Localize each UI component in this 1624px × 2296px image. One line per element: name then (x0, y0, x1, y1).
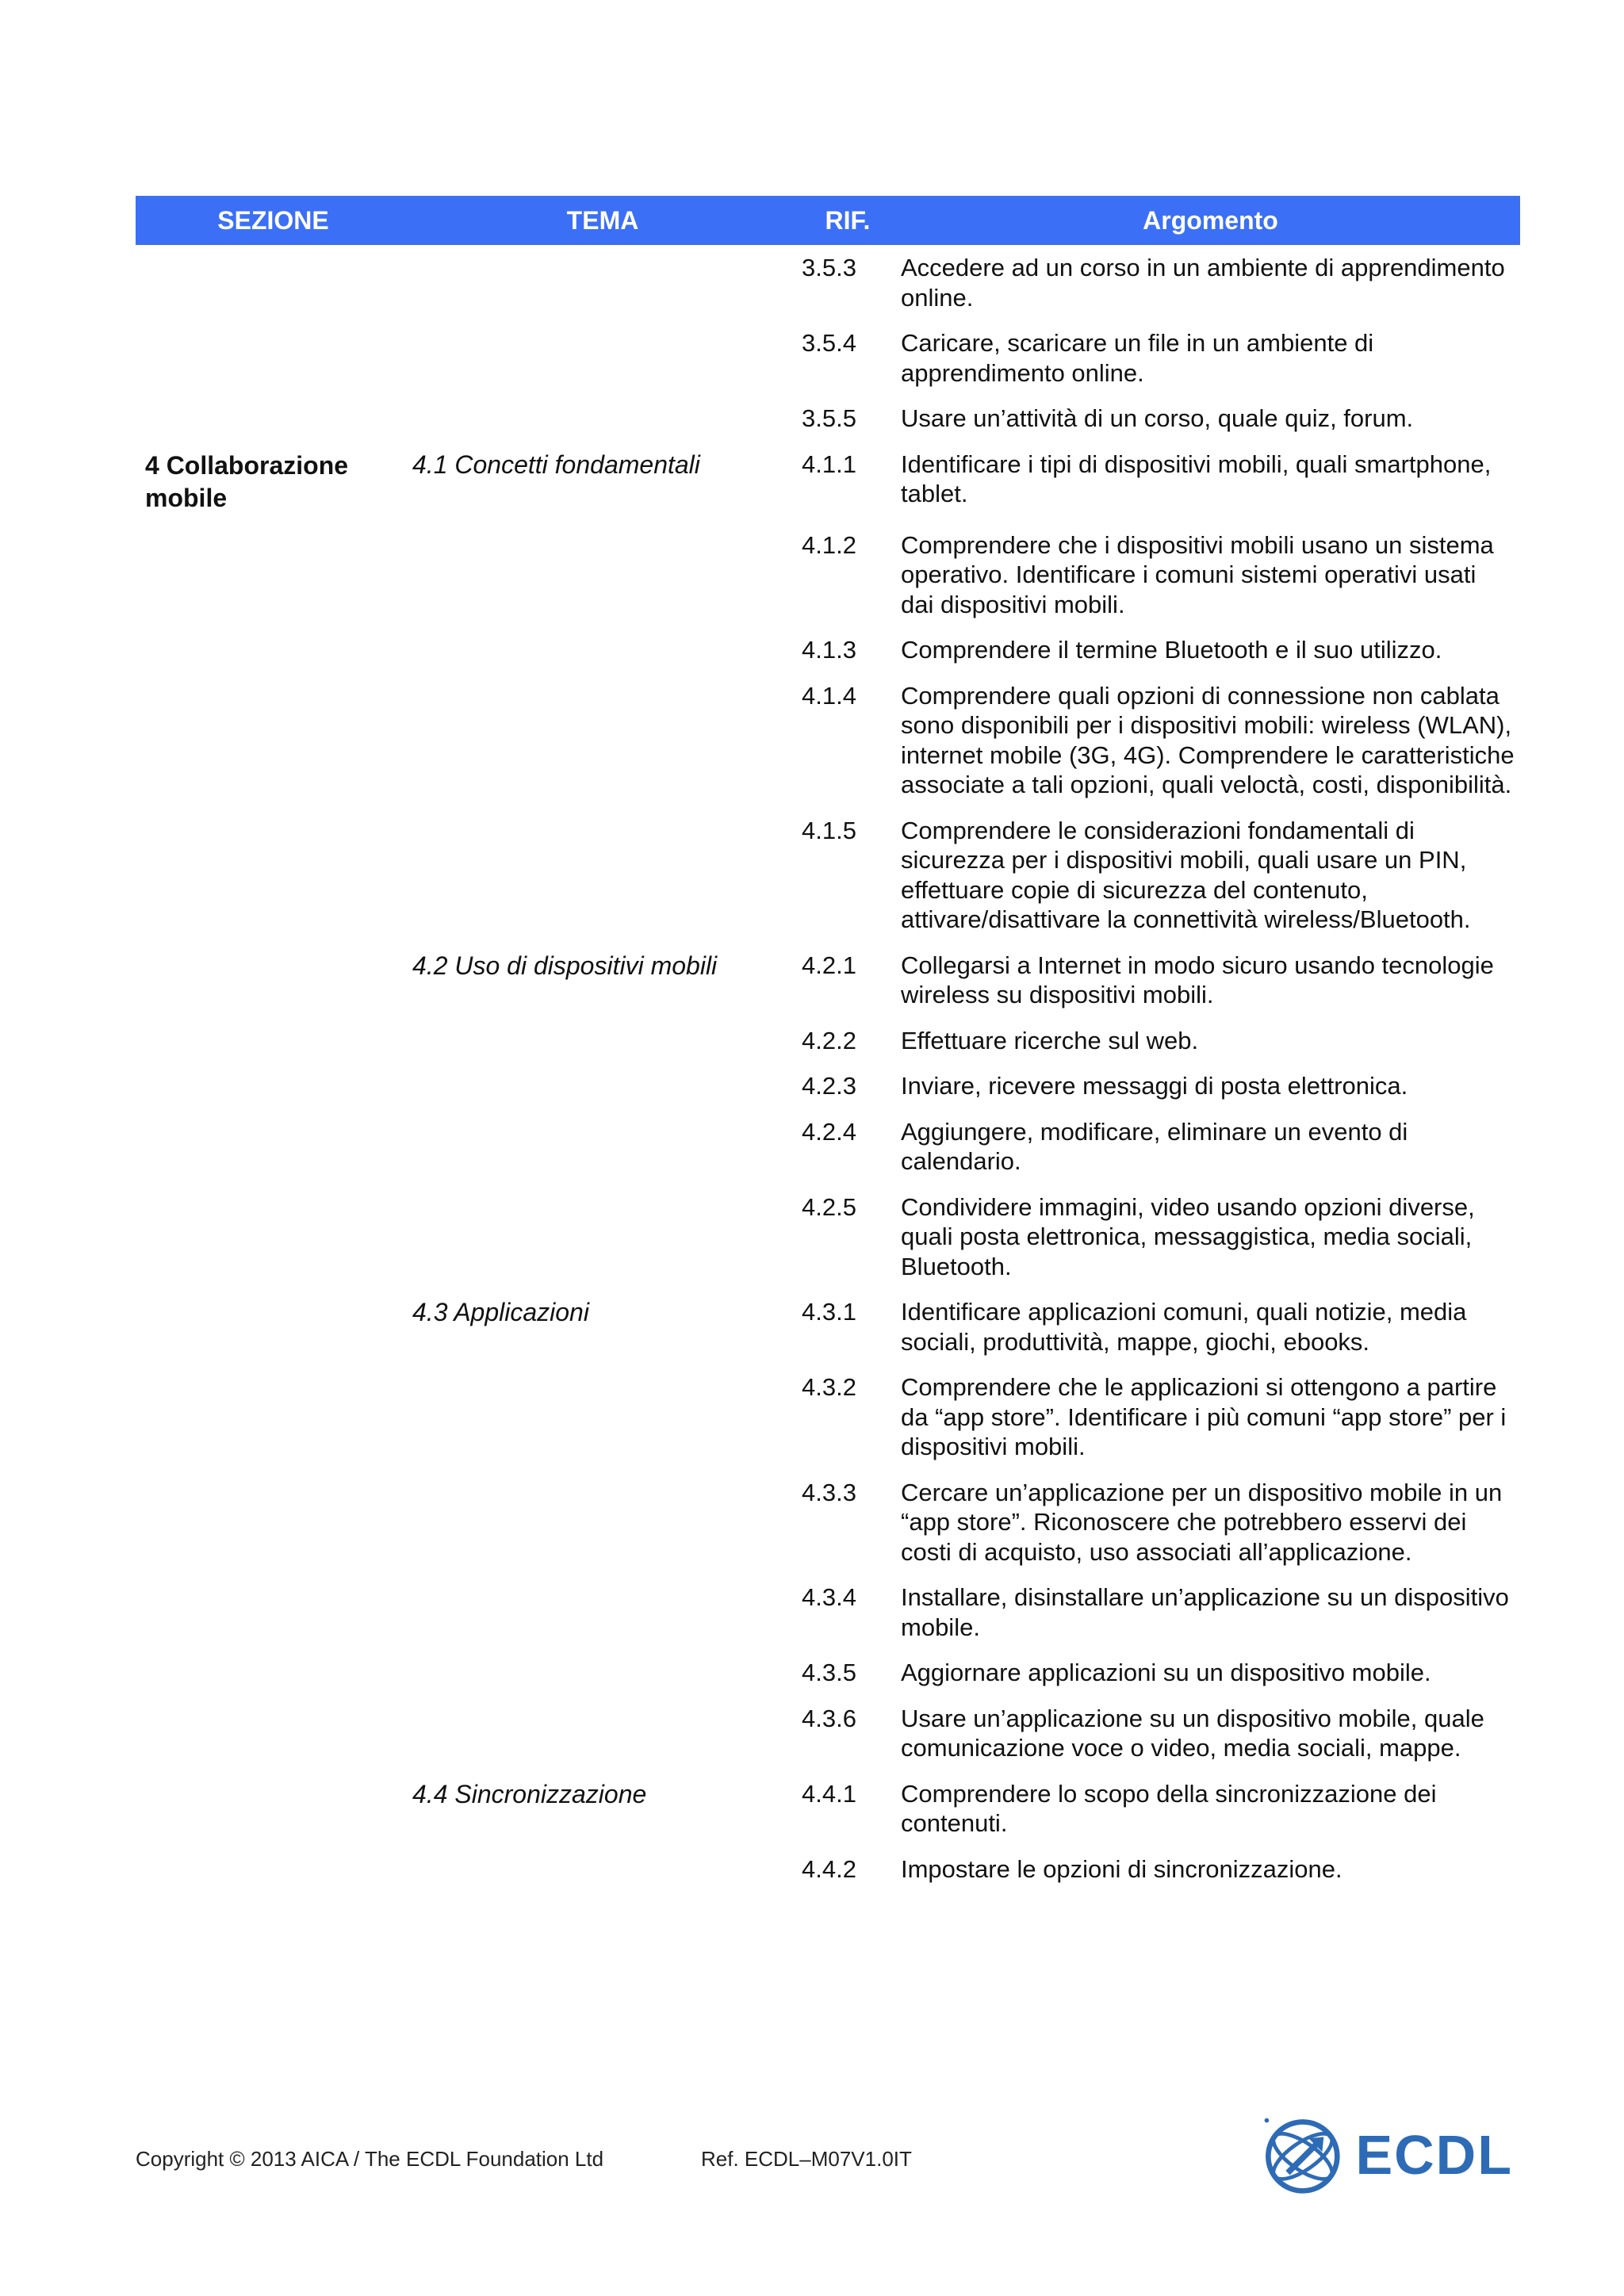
copyright-text: Copyright © 2013 AICA / The ECDL Foundation Ltd (136, 2147, 604, 2171)
cell-tema (411, 1688, 795, 1763)
syllabus-table (136, 196, 1520, 1884)
cell-argomento: Identificare applicazioni comuni, quali notizie, media sociali, produttività, mappe, giochi, ebooks. (901, 1298, 1467, 1356)
cell-argomento: Accedere ad un corso in un ambiente di apprendimento online. (901, 254, 1505, 312)
cell-sezione (136, 1839, 411, 1885)
cell-tema (411, 800, 795, 935)
table-row (136, 1462, 1520, 1567)
cell-tema (411, 1101, 795, 1177)
table-row (136, 800, 1520, 935)
cell-argomento: Aggiornare applicazioni su un dispositivo mobile. (901, 1659, 1431, 1686)
table-row (136, 619, 1520, 665)
cell-rif: 4.2.2 (802, 1026, 856, 1054)
table-row (136, 312, 1520, 388)
table-body (136, 245, 1520, 1884)
cell-tema: 4.1 Concetti fondamentali (412, 450, 700, 479)
cell-tema (411, 245, 795, 312)
cell-tema (411, 1357, 795, 1462)
cell-tema (411, 1567, 795, 1642)
cell-tema (411, 1055, 795, 1101)
cell-rif: 4.3.1 (802, 1298, 856, 1326)
table-row (136, 1357, 1520, 1462)
table-row (136, 1010, 1520, 1056)
cell-sezione (136, 245, 411, 312)
cell-sezione (136, 515, 411, 620)
cell-rif: 4.2.1 (802, 951, 856, 979)
ecdl-logo (1259, 2107, 1513, 2202)
table-row (136, 388, 1520, 434)
cell-sezione (136, 1177, 411, 1282)
cell-rif: 4.1.3 (802, 636, 856, 664)
cell-argomento: Comprendere che i dispositivi mobili usano un sistema operativo. Identificare i comuni sistemi operativi usati dai dispositivi mobili. (901, 530, 1494, 618)
cell-argomento: Comprendere lo scopo della sincronizzazione dei contenuti. (901, 1779, 1437, 1837)
cell-argomento: Effettuare ricerche sul web. (901, 1026, 1199, 1054)
cell-rif: 4.1.5 (802, 816, 856, 844)
cell-rif: 4.1.1 (802, 450, 856, 478)
cell-sezione (136, 388, 411, 434)
table-row (136, 1642, 1520, 1688)
cell-argomento: Aggiungere, modificare, eliminare un evento di calendario. (901, 1117, 1408, 1175)
cell-argomento: Identificare i tipi di dispositivi mobili, quali smartphone, tablet. (901, 450, 1492, 507)
cell-sezione (136, 800, 411, 935)
table-row (136, 1688, 1520, 1763)
cell-sezione (136, 1101, 411, 1177)
header-tema: TEMA (411, 196, 795, 245)
cell-sezione (136, 1462, 411, 1567)
cell-rif: 4.3.6 (802, 1704, 856, 1732)
cell-rif: 4.3.5 (802, 1659, 856, 1686)
cell-rif: 4.2.3 (802, 1072, 856, 1100)
cell-argomento: Comprendere le considerazioni fondamentali di sicurezza per i dispositivi mobili, quali usare un PIN, effettuare copie di sicurezza del contenuto, attivare/disattivare la connettività wireless/Bluetooth. (901, 816, 1471, 933)
cell-sezione (136, 312, 411, 388)
cell-sezione (136, 935, 411, 1010)
table-row (136, 1281, 1520, 1357)
globe-arrow-icon (1259, 2107, 1349, 2202)
cell-rif: 4.1.2 (802, 530, 856, 559)
cell-tema (411, 1462, 795, 1567)
cell-argomento: Comprendere il termine Bluetooth e il suo utilizzo. (901, 636, 1442, 664)
cell-argomento: Inviare, ricevere messaggi di posta elettronica. (901, 1072, 1408, 1100)
cell-rif: 4.1.4 (802, 681, 856, 710)
table-row (136, 1177, 1520, 1282)
cell-argomento: Comprendere quali opzioni di connessione non cablata sono disponibili per i dispositivi mobili: wireless (WLAN), internet mobile (3G, 4G). Comprendere le caratteristiche associate a tali opzioni, quali veloctà, costi, disponibilità. (901, 681, 1515, 798)
table-row (136, 1101, 1520, 1177)
cell-sezione (136, 1281, 411, 1357)
cell-argomento: Usare un’applicazione su un dispositivo mobile, quale comunicazione voce o video, media sociali, mappe. (901, 1704, 1484, 1762)
table-row (136, 1763, 1520, 1839)
table-row (136, 515, 1520, 620)
cell-tema: 4.2 Uso di dispositivi mobili (412, 951, 718, 980)
cell-argomento: Impostare le opzioni di sincronizzazione. (901, 1854, 1342, 1883)
table-row (136, 434, 1520, 515)
cell-sezione (136, 1763, 411, 1839)
cell-rif: 3.5.4 (802, 329, 856, 357)
cell-tema (411, 665, 795, 800)
header-sezione: SEZIONE (136, 196, 411, 245)
cell-sezione (136, 1010, 411, 1056)
cell-argomento: Collegarsi a Internet in modo sicuro usando tecnologie wireless su dispositivi mobili. (901, 951, 1494, 1008)
cell-argomento: Installare, disinstallare un’applicazione su un dispositivo mobile. (901, 1583, 1509, 1641)
cell-tema: 4.3 Applicazioni (412, 1298, 589, 1326)
header-row (136, 196, 1520, 245)
table-row (136, 245, 1520, 312)
table-row (136, 665, 1520, 800)
cell-sezione (136, 1055, 411, 1101)
cell-rif: 4.2.4 (802, 1117, 856, 1146)
cell-tema (411, 1642, 795, 1688)
cell-rif: 4.2.5 (802, 1192, 856, 1221)
table-row (136, 1055, 1520, 1101)
cell-sezione (136, 665, 411, 800)
cell-rif: 3.5.5 (802, 404, 856, 432)
cell-sezione (136, 1357, 411, 1462)
cell-tema (411, 1010, 795, 1056)
cell-sezione: 4 Collaborazione mobile (145, 450, 349, 512)
cell-tema (411, 388, 795, 434)
cell-sezione (136, 619, 411, 665)
reference-code: Ref. ECDL–M07V1.0IT (701, 2147, 912, 2171)
cell-rif: 4.4.1 (802, 1779, 856, 1808)
cell-argomento: Condividere immagini, video usando opzioni diverse, quali posta elettronica, messaggistica, media sociali, Bluetooth. (901, 1192, 1475, 1280)
header-argomento: Argomento (901, 196, 1520, 245)
cell-sezione (136, 1688, 411, 1763)
table-header (136, 196, 1520, 245)
cell-tema (411, 1839, 795, 1885)
cell-rif: 3.5.3 (802, 254, 856, 281)
cell-argomento: Usare un’attività di un corso, quale quiz, forum. (901, 404, 1414, 432)
cell-argomento: Caricare, scaricare un file in un ambiente di apprendimento online. (901, 329, 1374, 387)
cell-tema (411, 312, 795, 388)
cell-rif: 4.3.3 (802, 1478, 856, 1506)
header-rif: RIF. (795, 196, 901, 245)
cell-tema (411, 1177, 795, 1282)
cell-rif: 4.3.4 (802, 1583, 856, 1611)
cell-sezione (136, 1642, 411, 1688)
cell-tema (411, 619, 795, 665)
table-row (136, 1839, 1520, 1885)
cell-sezione (136, 1567, 411, 1642)
cell-tema (411, 515, 795, 620)
cell-rif: 4.3.2 (802, 1373, 856, 1401)
table-row (136, 935, 1520, 1010)
cell-argomento: Cercare un’applicazione per un dispositivo mobile in un “app store”. Riconoscere che potrebbero esservi dei costi di acquisto, uso associati all’applicazione. (901, 1478, 1503, 1566)
cell-argomento: Comprendere che le applicazioni si ottengono a partire da “app store”. Identificare i più comuni “app store” per i dispositivi mobili. (901, 1373, 1507, 1460)
table-row (136, 1567, 1520, 1642)
logo-text: ECDL (1355, 2124, 1513, 2186)
cell-rif: 4.4.2 (802, 1854, 856, 1883)
cell-tema: 4.4 Sincronizzazione (412, 1779, 647, 1808)
